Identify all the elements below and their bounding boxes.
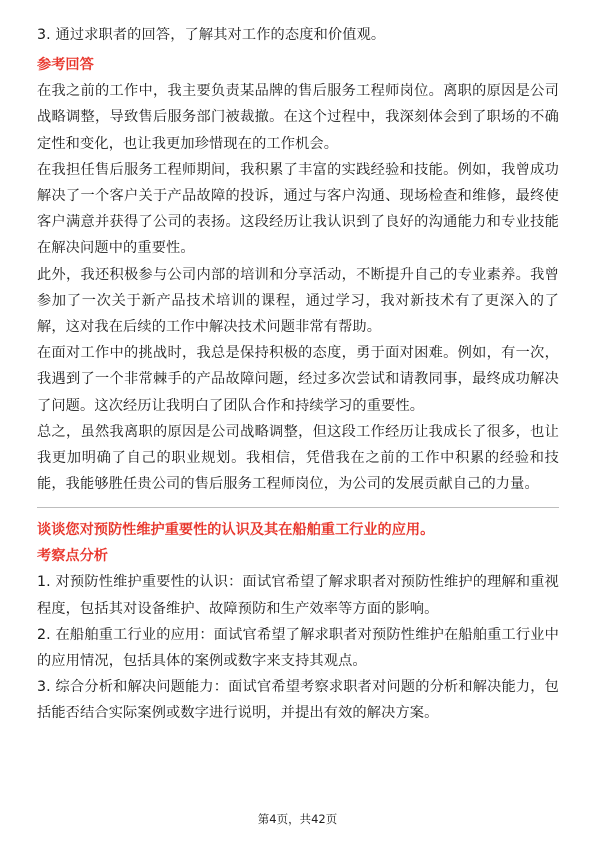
answer-heading: 参考回答 [37, 57, 94, 74]
section-divider [37, 507, 559, 508]
question-title: 谈谈您对预防性维护重要性的认识及其在船舶重工行业的应用。 [37, 522, 435, 539]
analysis-item: 3. 综合分析和解决问题能力：面试官希望考察求职者对问题的分析和解决能力，包括能否结合实际案例或数字进行说明，并提出有效的解决方案。 [37, 679, 559, 722]
answer-paragraph: 在我之前的工作中，我主要负责某品牌的售后服务工程师岗位。离职的原因是公司战略调整，导致售后服务部门被裁撤。在这个过程中，我深刻体会到了职场的不确定性和变化，也让我更加珍惜现在的工作机会。 [37, 83, 559, 152]
analysis-heading: 考察点分析 [37, 548, 108, 565]
analysis-item: 2. 在船舶重工行业的应用：面试官希望了解求职者对预防性维护在船舶重工行业中的应用情况，包括具体的案例或数字来支持其观点。 [37, 626, 559, 670]
analysis-list [37, 569, 559, 726]
document-page [37, 22, 559, 727]
answer-paragraph: 此外，我还积极参与公司内部的培训和分享活动，不断提升自己的专业素养。我曾参加了一次关于新产品技术培训的课程，通过学习，我对新技术有了更深入的了解，这对我在后续的工作中解决技术问题非常有帮助。 [37, 266, 559, 336]
answer-paragraph: 在我担任售后服务工程师期间，我积累了丰富的实践经验和技能。例如，我曾成功解决了一个客户关于产品故障的投诉，通过与客户沟通、现场检查和维修，最终使客户满意并获得了公司的表扬。这段经历让我认识到了良好的沟通能力和专业技能在解决问题中的重要性。 [37, 161, 559, 257]
analysis-item: 1. 对预防性维护重要性的认识：面试官希望了解求职者对预防性维护的理解和重视程度，包括其对设备维护、故障预防和生产效率等方面的影响。 [37, 574, 559, 617]
page-footer: 第4页，共42页 [257, 812, 338, 826]
answer-paragraph: 在面对工作中的挑战时，我总是保持积极的态度，勇于面对困难。例如，有一次，我遇到了一个非常棘手的产品故障问题，经过多次尝试和请教同事，最终成功解决了问题。这次经历让我明白了团队合作和持续学习的重要性。 [37, 345, 559, 414]
answer-paragraph: 总之，虽然我离职的原因是公司战略调整，但这段工作经历让我成长了很多，也让我更加明确了自己的职业规划。我相信，凭借我在之前的工作中积累的经验和技能，我能够胜任贵公司的售后服务工程师岗位，为公司的发展贡献自己的力量。 [37, 423, 559, 493]
intro-item: 3. 通过求职者的回答，了解其对工作的态度和价值观。 [37, 27, 386, 43]
answer-body [37, 78, 559, 497]
